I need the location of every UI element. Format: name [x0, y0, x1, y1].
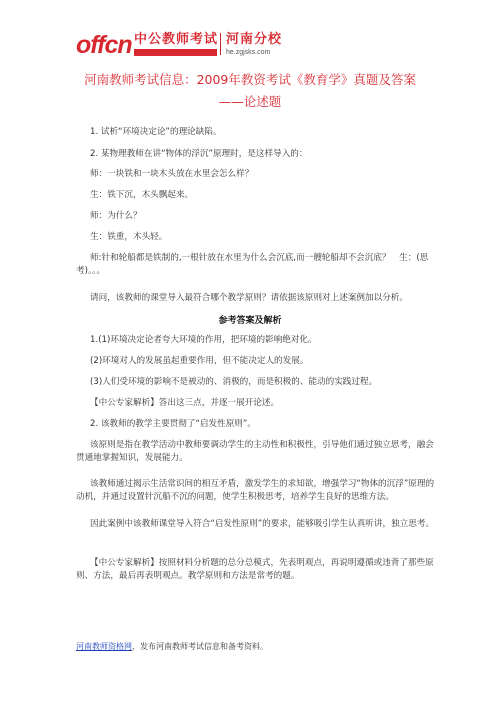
expert-analysis: 【中公专家解析】答出这三点，并逐一展开论述。 [90, 398, 280, 408]
answer-line: (2)环境对人的发展虽起重要作用，但不能决定人的发展。 [90, 356, 309, 366]
dialogue-line: 生：铁重，木头轻。 [90, 232, 168, 242]
logo-bar [134, 49, 217, 56]
footer-text: ，发布河南教师考试信息和备考资料。 [132, 642, 268, 651]
question-1: 1. 试析“环境决定论”的理论缺陷。 [90, 127, 222, 137]
offcn-logo [76, 30, 306, 60]
logo-branch: 河南分校 [226, 32, 283, 47]
dialogue-line: 师:针和轮船都是铁制的,一根针放在水里为什么会沉底,而一艘轮船却不会沉底？ 生：(思考)。。。 [76, 253, 429, 276]
answer-line: (3)人们受环境的影响不是被动的、消极的，而是积极的、能动的实践过程。 [90, 377, 378, 387]
answer-paragraph: 该教师通过揭示生活常识间的相互矛盾，激发学生的求知欲，增强学习“物体的沉浮”原理的动机，并通过设置针沉船不沉的问题，使学生积极思考，培养学生良好的思维方法。 [76, 479, 435, 502]
answer-paragraph: 因此案例中该教师课堂导入符合“启发性原则”的要求，能够吸引学生认真听讲，独立思考。 [90, 519, 435, 529]
answer-line: 1.(1)环境决定论者夸大环境的作用，把环境的影响绝对化。 [90, 335, 317, 345]
dialogue-line: 师：为什么？ [90, 211, 142, 221]
dialogue-line: 师：一块铁和一块木头放在水里会怎么样？ [90, 169, 254, 179]
logo-url: he.zgjsks.com [226, 49, 271, 56]
page-title: 河南教师考试信息：2009年教资考试《教育学》真题及答案 [84, 72, 416, 87]
footer [76, 641, 268, 652]
question-prompt: 请问，该教师的课堂导入最符合哪个教学原则？请依据该原则对上述案例加以分析。 [90, 293, 408, 303]
answer-heading: 参考答案及解析 [218, 316, 282, 326]
logo-brand: offcn [76, 31, 132, 59]
logo-divider [220, 33, 221, 55]
page-subtitle: ——论述题 [218, 94, 282, 109]
footer-link[interactable]: 河南教师资格网 [76, 642, 132, 651]
logo-name: 中公教师考试 [134, 32, 219, 47]
answer-paragraph: 该原则是指在教学活动中教师要调动学生的主动性和积极性，引导他们通过独立思考，融会贯通地掌握知识，发展能力。 [76, 440, 434, 463]
answer-line: 2. 该教师的教学主要贯彻了“启发性原则”。 [90, 419, 256, 429]
expert-analysis: 【中公专家解析】按照材料分析题的总分总模式，先表明观点，再说明遵循或违背了那些原则、方法，最后再表明观点。教学原则和方法是常考的题。 [76, 558, 434, 581]
dialogue-line: 生：铁下沉，木头飘起来。 [90, 190, 194, 200]
question-2: 2. 某物理教师在讲“物体的浮沉”原理时，是这样导入的： [90, 149, 308, 159]
